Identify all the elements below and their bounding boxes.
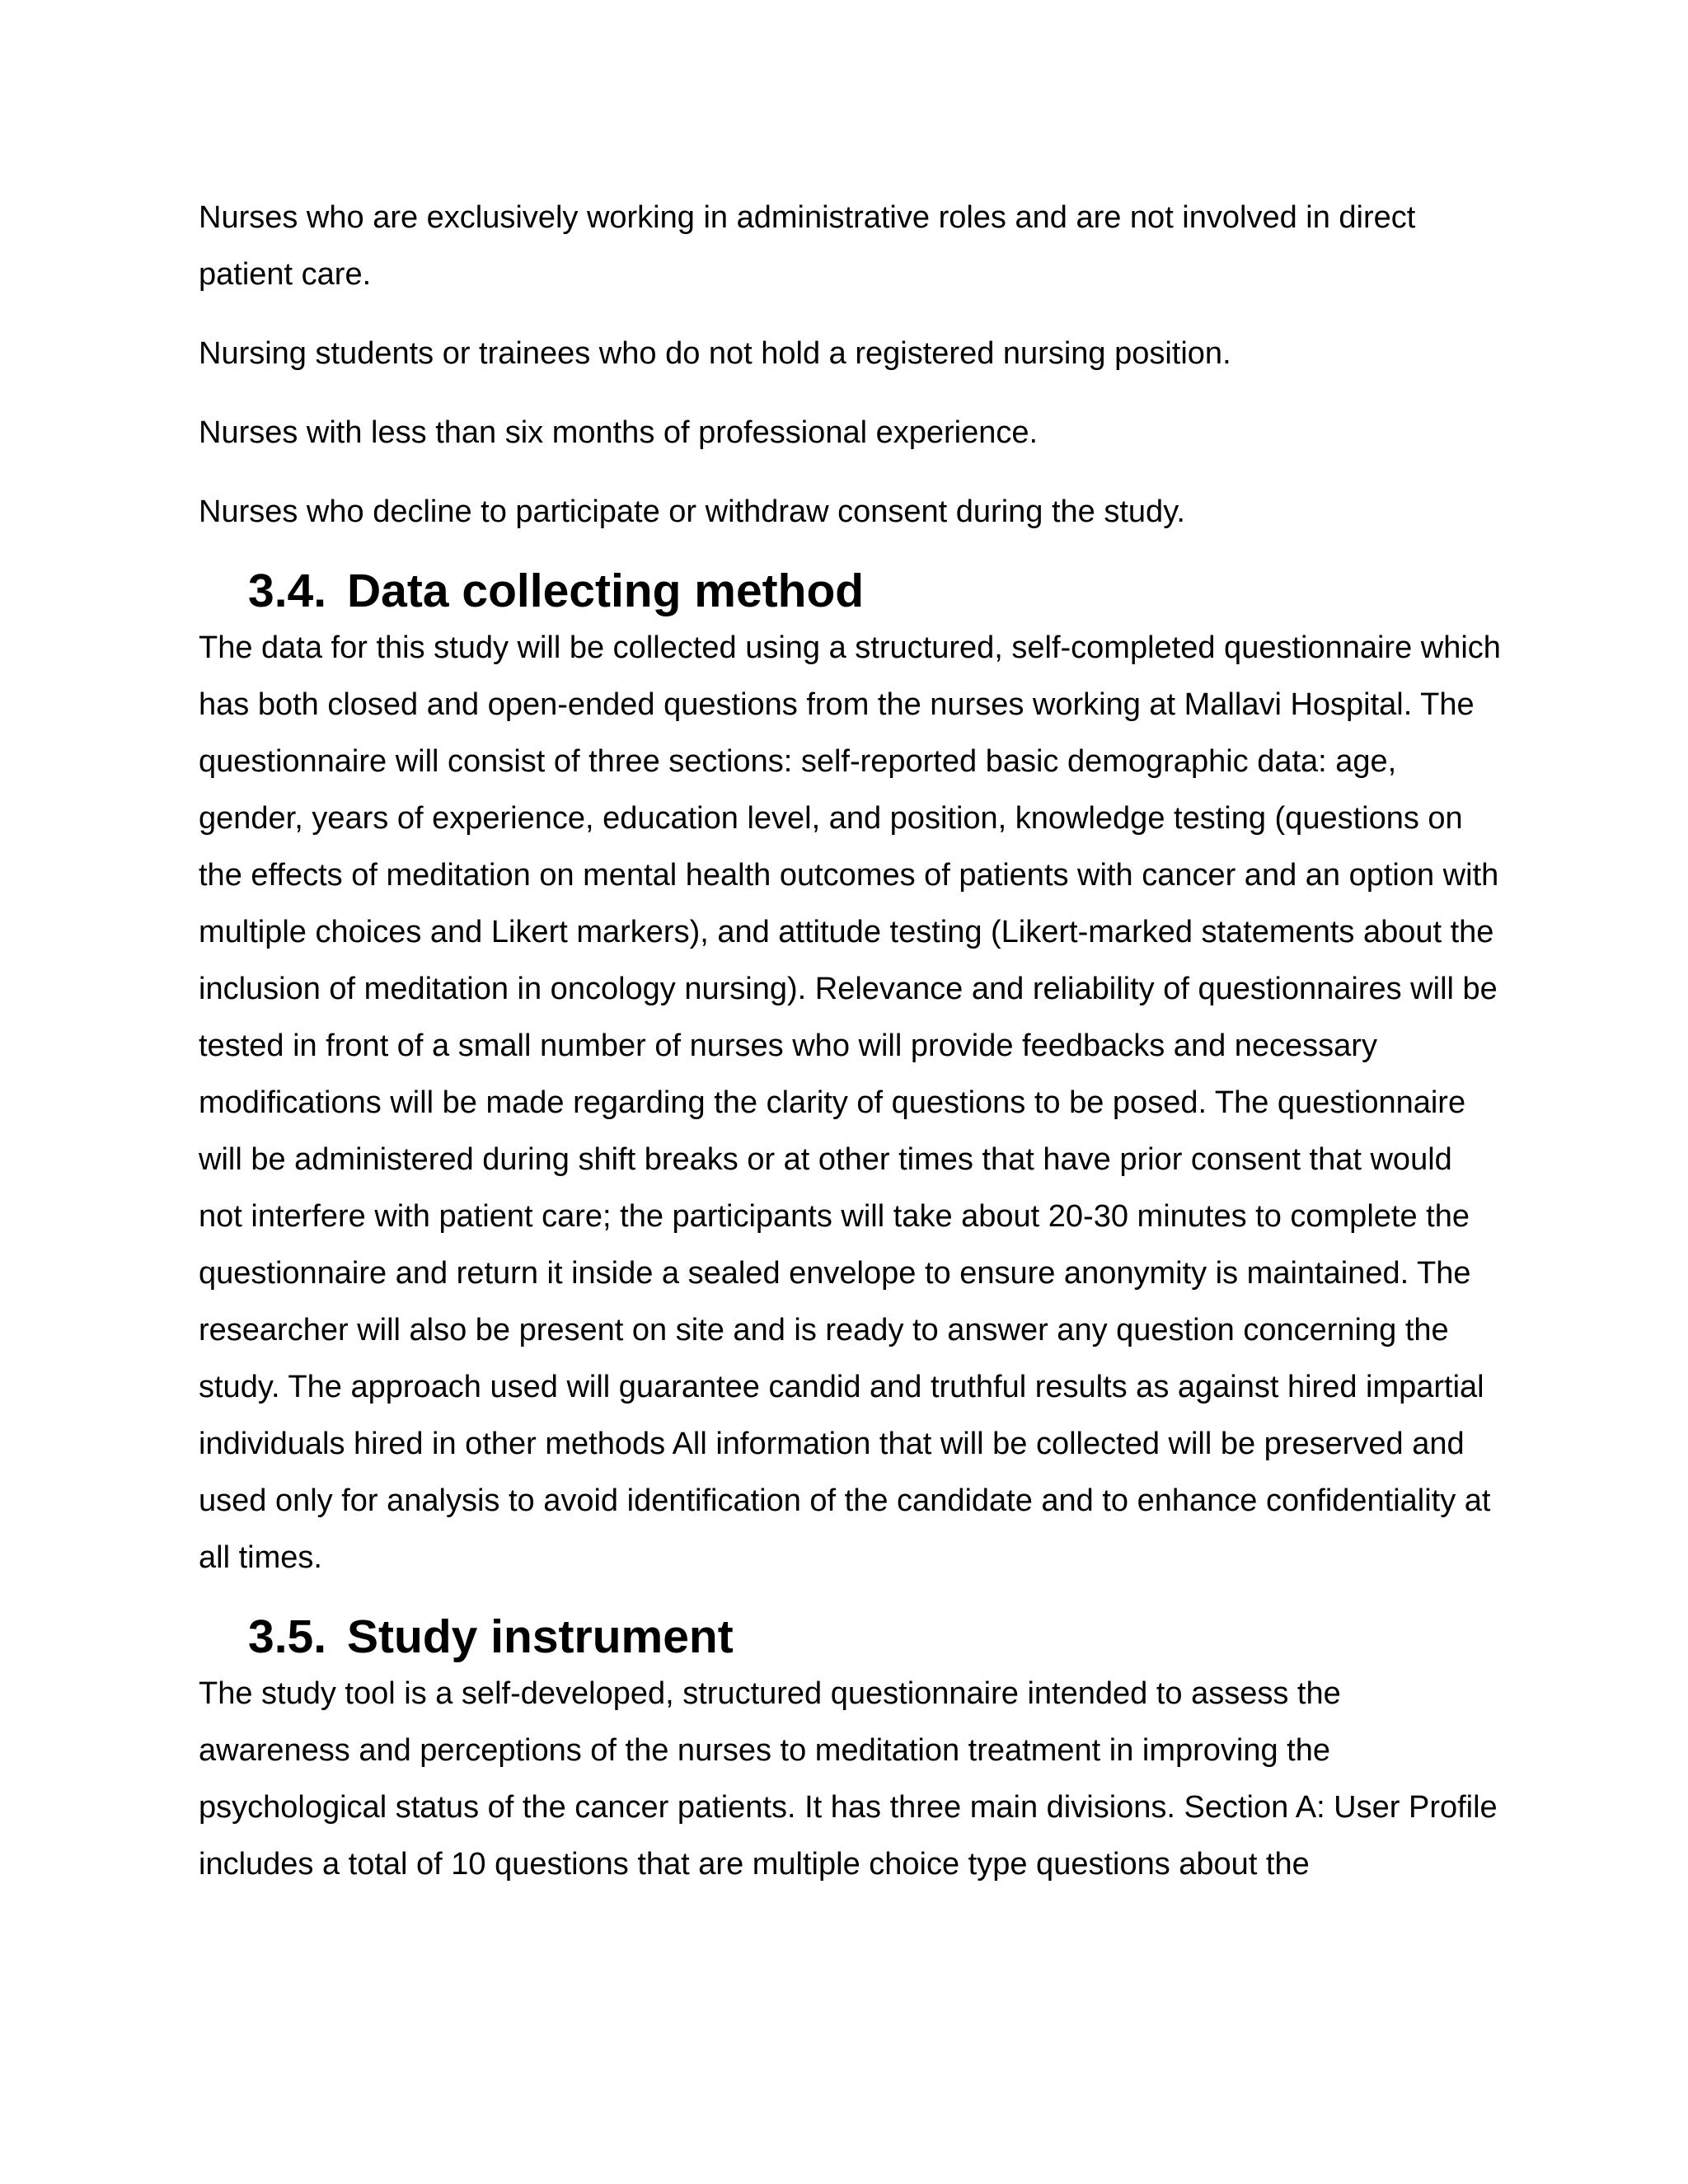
page-content xyxy=(199,190,1501,1915)
section-body-3-5: The study tool is a self-developed, structured questionnaire intended to assess the awareness and perceptions of the nurses to meditation treatment in improving the psychological status of the cancer patients. It has three main divisions. Section A: User Profile includes a total of 10 questions that are multiple choice type questions about the xyxy=(199,1676,1498,1882)
section-body-3-4: The data for this study will be collected using a structured, self-completed questionnaire which has both closed and open-ended questions from the nurses working at Mallavi Hospital. The questionnaire will consist of three sections: self-reported basic demographic data: age, gender, years of experience, education level, and position, knowledge testing (questions on the effects of meditation on mental health outcomes of patients with cancer and an option with multiple choices and Likert markers), and attitude testing (Likert-marked statements about the inclusion of meditation in oncology nursing). Relevance and reliability of questionnaires will be tested in front of a small number of nurses who will provide feedbacks and necessary modifications will be made regarding the clarity of questions to be posed. The questionnaire will be administered during shift breaks or at other times that have prior consent that would not interfere with patient care; the participants will take about 20-30 minutes to complete the questionnaire and return it inside a sealed envelope to ensure anonymity is maintained. The researcher will also be present on site and is ready to answer any question concerning the study. The approach used will guarantee candid and truthful results as against hired impartial individuals hired in other methods All information that will be collected will be preserved and used only for analysis to avoid identification of the candidate and to enhance confidentiality at all times. xyxy=(199,630,1501,1575)
section-heading-3-4 xyxy=(199,563,1501,620)
exclusion-item-3: Nurses with less than six months of professional experience. xyxy=(199,415,1039,450)
section-title: Study instrument xyxy=(347,1610,734,1663)
section-heading-3-5 xyxy=(199,1609,1501,1666)
exclusion-item-1: Nurses who are exclusively working in administrative roles and are not involved in direct patient care. xyxy=(199,200,1416,292)
section-title: Data collecting method xyxy=(347,565,865,617)
section-number: 3.5. xyxy=(248,1610,327,1663)
exclusion-item-2: Nursing students or trainees who do not hold a registered nursing position. xyxy=(199,336,1231,371)
section-number: 3.4. xyxy=(248,565,327,617)
exclusion-item-4: Nurses who decline to participate or withdraw consent during the study. xyxy=(199,494,1185,529)
